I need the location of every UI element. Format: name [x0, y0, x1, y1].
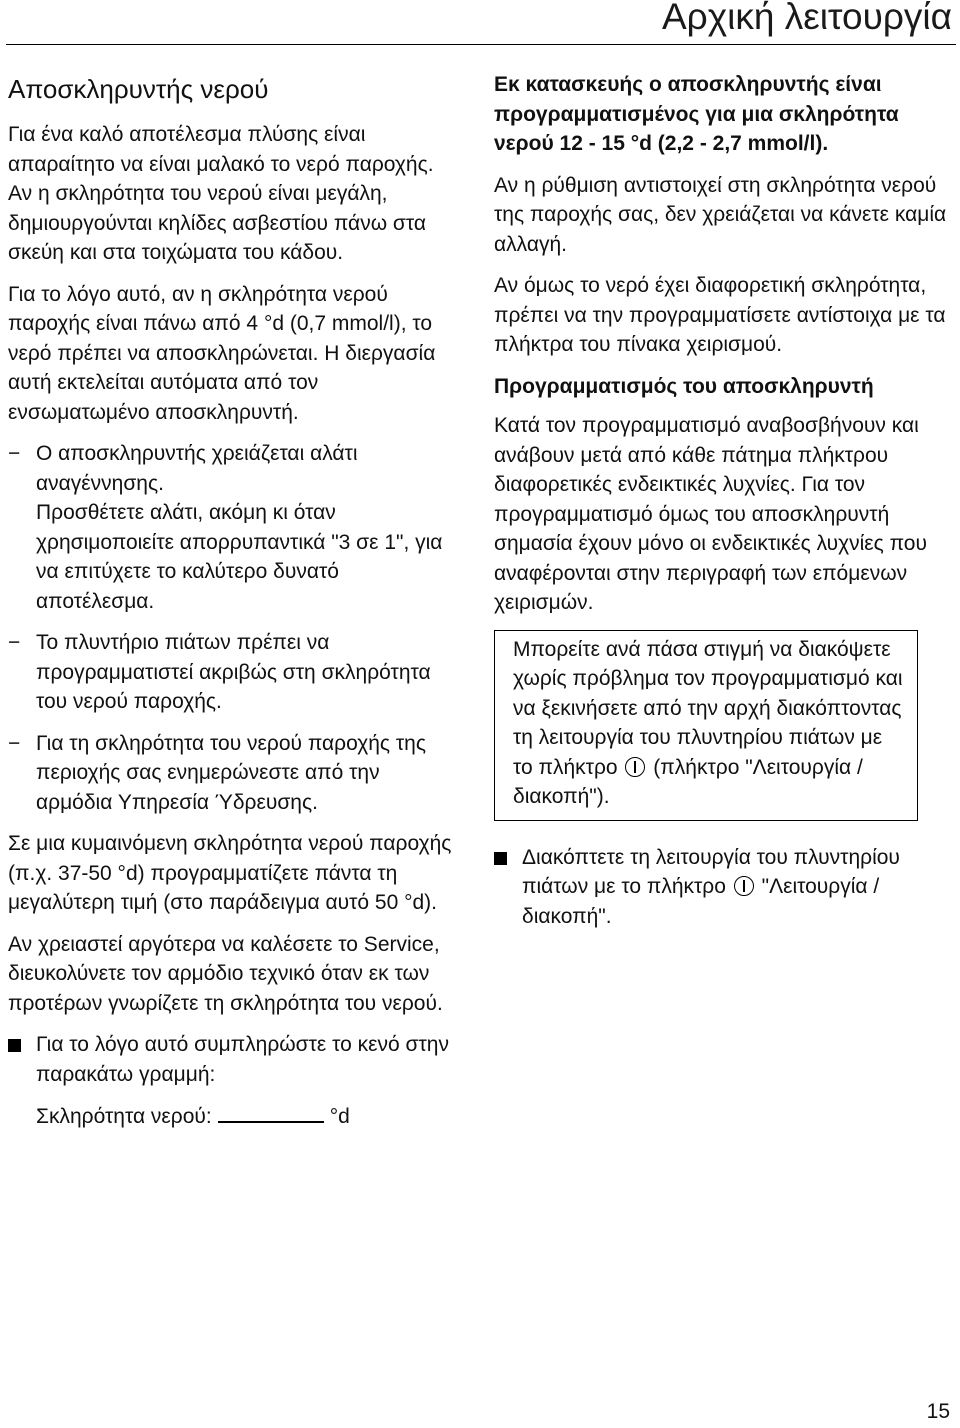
power-icon	[734, 876, 754, 896]
page-header-title: Αρχική λειτουργία	[661, 0, 952, 37]
page-number: 15	[926, 1400, 950, 1423]
section-heading: Αποσκληρυντής νερού	[8, 74, 269, 104]
left-column	[8, 70, 460, 1132]
square-bullet-icon	[494, 852, 507, 865]
intro-paragraph: Για ένα καλό αποτέλεσμα πλύσης είναι απαραίτητο να είναι μαλακό το νερό παροχής. Αν η σκληρότητα του νερού είναι μεγάλη, δημιουργούνται κηλίδες ασβεστίου πάνω στα σκεύη και στα τοιχώματα του κάδου.	[8, 123, 434, 264]
program-paragraph: Αν όμως το νερό έχει διαφορετική σκληρότητα, πρέπει να την προγραμματίσετε αντίστοιχα με τα πλήκτρα του πίνακα χειρισμού.	[494, 274, 946, 356]
power-icon	[625, 757, 645, 777]
note-box	[494, 630, 918, 821]
dash-list-item	[8, 729, 460, 818]
header-divider	[6, 44, 956, 45]
note-text: (πλήκτρο "Λειτουργία / διακοπή").	[513, 755, 863, 808]
programming-subheading: Προγραμματισμός του αποσκληρυντή	[494, 374, 874, 398]
right-column	[494, 70, 952, 943]
square-bullet-icon	[8, 1039, 21, 1052]
step-text: "Λειτουργία / διακοπή".	[522, 875, 880, 928]
service-paragraph: Αν χρειαστεί αργότερα να καλέσετε το Service, διευκολύνετε τον αρμόδιο τεχνικό όταν εκ των προτέρων γνωρίζετε τη σκληρότητα του νερού.	[8, 932, 443, 1015]
indicator-paragraph: Κατά τον προγραμματισμό αναβοσβήνουν και ανάβουν μετά από κάθε πάτημα πλήκτρου διαφορετικές ενδεικτικές λυχνίες. Για τον προγραμματισμό όμως του αποσκληρυντή σημασία έχουν μόνο οι ενδεικτικές λυχνίες που αναφέρονται στην περιγραφή των επόμενων χειρισμών.	[494, 414, 927, 614]
dash-item-text: Για τη σκληρότητα του νερού παροχής της περιοχής σας ενημερώνεστε από την αρμόδια Υπηρεσία Ύδρευσης.	[36, 731, 426, 814]
dash-item-text: Το πλυντήριο πιάτων πρέπει να προγραμματιστεί ακριβώς στη σκληρότητα του νερού παροχής.	[36, 631, 431, 713]
dash-list-item	[8, 439, 460, 616]
no-change-paragraph: Αν η ρύθμιση αντιστοιχεί στη σκληρότητα νερού της παροχής σας, δεν χρειάζεται να κάνετε καμία αλλαγή.	[494, 173, 947, 256]
dash-bullet: −	[8, 442, 21, 465]
hardness-fill-line	[8, 1101, 460, 1132]
step-text: Διακόπτετε τη λειτουργία του πλυντηρίου πιάτων με το πλήκτρο	[522, 845, 900, 898]
fill-blank	[218, 1101, 324, 1123]
step-text: Για το λόγο αυτό συμπληρώστε το κενό στην παρακάτω γραμμή:	[36, 1033, 449, 1086]
hardness-paragraph: Για το λόγο αυτό, αν η σκληρότητα νερού παροχής είναι πάνω από 4 °d (0,7 mmol/l), το νερό πρέπει να αποσκληρώνεται. Η διεργασία αυτή εκτελείται αυτόματα από τον ενσωματωμένο αποσκληρυντή.	[8, 282, 436, 424]
factory-setting-note: Εκ κατασκευής ο αποσκληρυντής είναι προγραμματισμένος για μια σκληρότητα νερού 12 - 15 °d (2,2 - 2,7 mmol/l).	[494, 73, 899, 155]
dash-bullet: −	[8, 631, 21, 654]
step-item	[494, 843, 952, 932]
step-item	[8, 1030, 460, 1089]
dash-item-text: Προσθέτετε αλάτι, ακόμη κι όταν χρησιμοποιείτε απορρυπαντικά "3 σε 1", για να επιτύχετε το καλύτερο δυνατό αποτέλεσμα.	[36, 501, 443, 613]
dash-item-text: Ο αποσκληρυντής χρειάζεται αλάτι αναγέννησης.	[36, 442, 358, 495]
fill-unit: °d	[329, 1105, 350, 1128]
fill-label: Σκληρότητα νερού:	[36, 1105, 212, 1128]
dash-bullet: −	[8, 731, 21, 755]
note-text: Μπορείτε ανά πάσα στιγμή να διακόψετε χωρίς πρόβλημα τον προγραμματισμό και να ξεκινήσετε από την αρχή διακόπτοντας τη λειτουργία του πλυντηρίου πιάτων με το πλήκτρο	[513, 637, 903, 779]
dash-list-item	[8, 628, 460, 717]
range-paragraph: Σε μια κυμαινόμενη σκληρότητα νερού παροχής (π.χ. 37-50 °d) προγραμματίζετε πάντα τη μεγαλύτερη τιμή (στο παράδειγμα αυτό 50 °d).	[8, 832, 452, 914]
